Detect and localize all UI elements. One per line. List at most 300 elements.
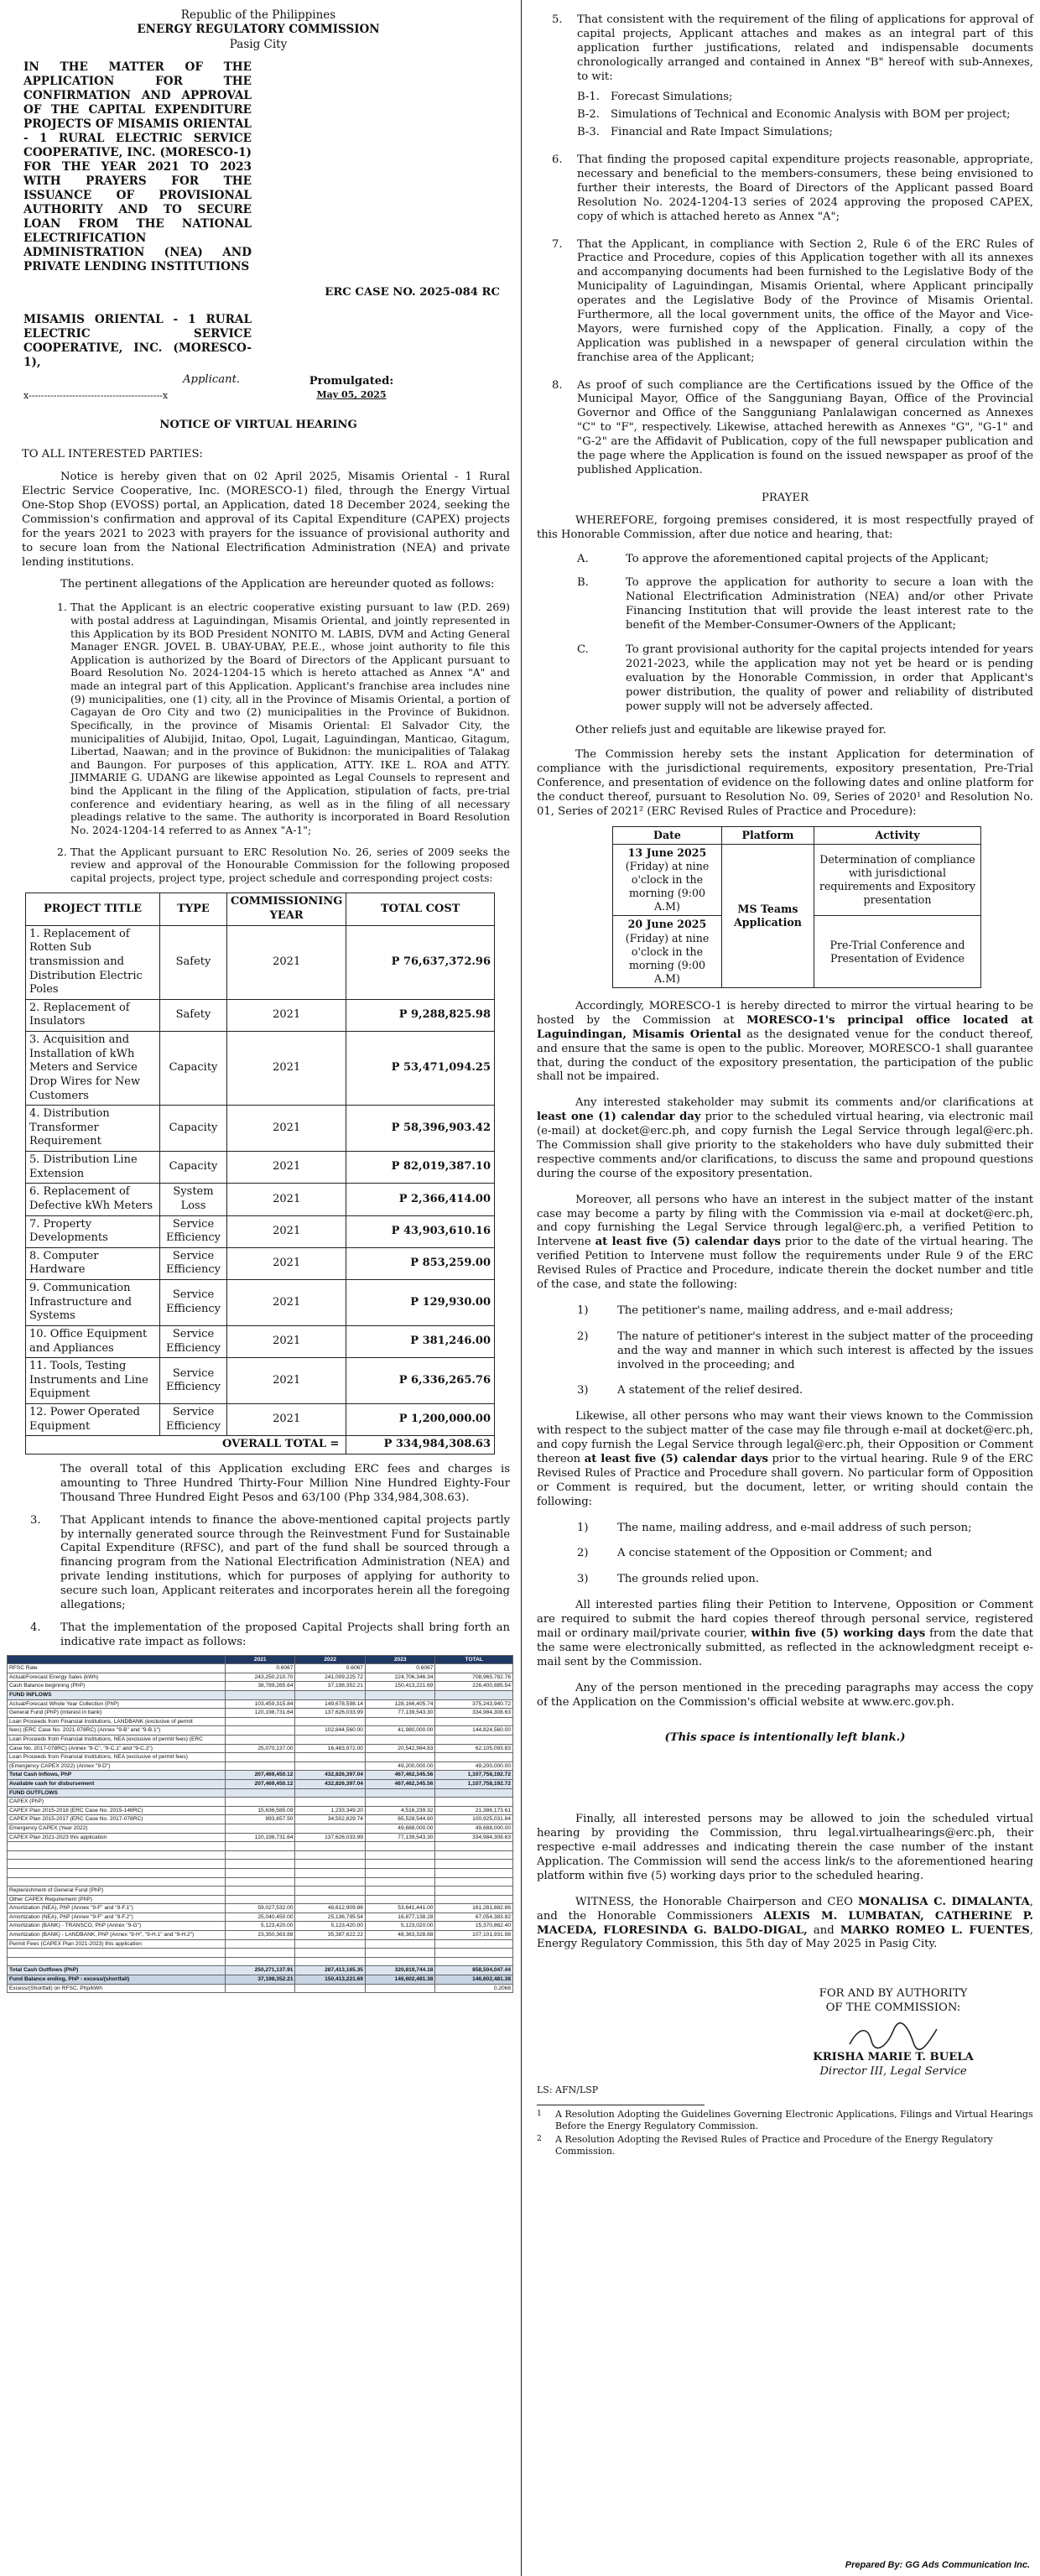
witness-paragraph: WITNESS, the Honorable Chairperson and CEO MONALISA C. DIMALANTA, and the Honorable Commissioners ALEXIS M. LUMBATAN, CATHERINE P. MACEDA, FLORESINDA G. BALDO-DIGAL, and MARKO ROMEO L. FUENTES, Energy Regulatory Commission, this 5th day of May 2025 in Pasig City. bbox=[537, 1895, 1033, 1951]
financial-row bbox=[8, 1922, 513, 1931]
value-cell bbox=[365, 1736, 434, 1745]
project-type-cell: Service Efficiency bbox=[160, 1358, 227, 1404]
value-cell: 0.6067 bbox=[295, 1664, 365, 1673]
value-cell: 25,070,137.00 bbox=[226, 1744, 295, 1753]
project-type-cell: System Loss bbox=[160, 1184, 227, 1215]
projects-body bbox=[26, 925, 495, 1436]
intervene-list bbox=[577, 1304, 1033, 1398]
project-year-cell: 2021 bbox=[227, 1184, 346, 1215]
value-cell bbox=[295, 1895, 365, 1904]
project-type-cell: Capacity bbox=[160, 1032, 227, 1106]
table-row bbox=[26, 1325, 495, 1357]
financial-row bbox=[8, 1762, 513, 1771]
col-header: TOTAL bbox=[435, 1655, 513, 1664]
value-cell bbox=[295, 1949, 365, 1958]
table-row bbox=[26, 925, 495, 999]
list-item: 2) A concise statement of the Opposition or Comment; and bbox=[577, 1547, 933, 1560]
oppose-list bbox=[577, 1522, 1033, 1588]
value-cell: 25,040,450.00 bbox=[226, 1912, 295, 1922]
project-type-cell: Service Efficiency bbox=[160, 1215, 227, 1247]
list-item: 1) The name, mailing address, and e-mail address of such person; bbox=[577, 1521, 972, 1534]
financial-row bbox=[8, 1877, 513, 1886]
project-year-cell: 2021 bbox=[227, 1404, 346, 1436]
project-year-cell: 2021 bbox=[227, 1247, 346, 1279]
value-cell: 77,139,543.30 bbox=[365, 1709, 434, 1718]
value-cell bbox=[435, 1939, 513, 1949]
value-cell bbox=[226, 1824, 295, 1833]
footnotes bbox=[537, 2109, 1033, 2157]
col-header: Date bbox=[613, 826, 722, 844]
value-cell: 250,271,137.91 bbox=[226, 1966, 295, 1975]
stakeholder-paragraph: Any interested stakeholder may submit its comments and/or clarifications at least one (1) calendar day prior to the scheduled virtual hearing, via electronic mail (e-mail) at docket@erc.ph, and copy furnish the Legal Service through legal@erc.ph. The Commission shall give priority to the stakeholders who have duly submitted their respective comments and/or clarifications, to discuss the same and propound questions during the course of the expository presentation. bbox=[537, 1096, 1033, 1180]
value-cell bbox=[226, 1726, 295, 1736]
financial-row bbox=[8, 1904, 513, 1913]
value-cell: 20,542,984.83 bbox=[365, 1744, 434, 1753]
project-year-cell: 2021 bbox=[227, 1280, 346, 1326]
value-cell bbox=[365, 1939, 434, 1949]
value-cell bbox=[365, 1753, 434, 1762]
col-header: COMMISSIONING YEAR bbox=[227, 893, 346, 925]
value-cell: 893,657.50 bbox=[226, 1815, 295, 1824]
project-title-cell: 7. Property Developments bbox=[26, 1215, 160, 1247]
value-cell: 41,980,000.00 bbox=[365, 1726, 434, 1736]
row-label-cell: CAPEX (PhP) bbox=[8, 1798, 226, 1807]
value-cell bbox=[295, 1842, 365, 1851]
value-cell: 161,281,882.86 bbox=[435, 1904, 513, 1913]
signatory-name: KRISHA MARIE T. BUELA bbox=[813, 2051, 974, 2064]
value-cell bbox=[226, 1886, 295, 1896]
row-label-cell: CAPEX Plan 2021-2023 this application bbox=[8, 1833, 226, 1842]
row-label-cell: General Fund (PhP) (Interest in bank) bbox=[8, 1709, 226, 1718]
prayer-intro: WHEREFORE, forgoing premises considered, it is most respectfully prayed of this Honorable Commission, after due notice and hearing, that: bbox=[537, 513, 1033, 541]
access-paragraph: Any of the person mentioned in the preceding paragraphs may access the copy of the Application on the Commission's official website at www.erc.gov.ph. bbox=[537, 1681, 1033, 1709]
footnote-item: 2 A Resolution Adopting the Revised Rules of Practice and Procedure of the Energy Regulatory Commission. bbox=[537, 2134, 993, 2157]
table-row bbox=[26, 1106, 495, 1152]
project-type-cell: Capacity bbox=[160, 1106, 227, 1152]
project-cost-cell: P 853,259.00 bbox=[346, 1247, 495, 1279]
value-cell bbox=[365, 1949, 434, 1958]
value-cell bbox=[226, 1736, 295, 1745]
table-row bbox=[26, 999, 495, 1031]
value-cell: 320,819,744.18 bbox=[365, 1966, 434, 1975]
value-cell: 128,166,405.74 bbox=[365, 1699, 434, 1709]
value-cell bbox=[295, 1753, 365, 1762]
value-cell: 5,123,420.00 bbox=[226, 1922, 295, 1931]
value-cell bbox=[435, 1753, 513, 1762]
row-label-cell: CAPEX Plan 2015-2018 (ERC Case No. 2015-148RC) bbox=[8, 1806, 226, 1815]
value-cell: 35,387,622.22 bbox=[295, 1931, 365, 1940]
column-divider bbox=[521, 0, 522, 2576]
value-cell bbox=[365, 1798, 434, 1807]
table-row bbox=[26, 1032, 495, 1106]
value-cell bbox=[226, 1691, 295, 1700]
accordingly-paragraph: Accordingly, MORESCO-1 is hereby directed to mirror the virtual hearing to be hosted by the Commission at MORESCO-1's principal office located at Laguindingan, Misamis Oriental as the designated venue for the conduct thereof, and ensure that the same is open to the public. Moreover, MORESCO-1 shall guarantee that, during the conduct of the expository presentation, the participation of the public shall not be impaired. bbox=[537, 999, 1033, 1084]
value-cell: 150,413,221.69 bbox=[295, 1975, 365, 1985]
value-cell bbox=[226, 1957, 295, 1966]
row-label-cell: Loan Proceeds from Financial Institutions, NEA (exclusive of permit fees) bbox=[8, 1753, 226, 1762]
col-header: TYPE bbox=[160, 893, 227, 925]
value-cell bbox=[226, 1850, 295, 1860]
value-cell: 0.6067 bbox=[365, 1664, 434, 1673]
promulgated-label: Promulgated: bbox=[309, 375, 394, 388]
project-type-cell: Service Efficiency bbox=[160, 1247, 227, 1279]
value-cell bbox=[295, 1886, 365, 1896]
row-label-cell: Amortization (BANK) - LANDBANK, PhP (Annex "9-H", "9-H.1" and "9-H.2") bbox=[8, 1931, 226, 1940]
value-cell: 334,984,308.63 bbox=[435, 1833, 513, 1842]
list-item: 1) The petitioner's name, mailing address, and e-mail address; bbox=[577, 1304, 954, 1317]
prayer-item: C. To grant provisional authority for the capital projects intended for years 2021-2023, while the application may not yet be heard or is pending evaluation by the Honorable Commission, in order that Applicant's power distribution, the quality of power and reliability of distributed power supply will not be adversely affected. bbox=[577, 643, 1033, 713]
allegation-item: 7. That the Applicant, in compliance with Section 2, Rule 6 of the ERC Rules of Practice and Procedure, copies of this Application together with all its annexes and accompanying documents had been furnished to the Legislative Body of the Municipality of Laguindingan, Misamis Oriental, where Applicant principally operates and the Legislative Body of the Province of Misamis Oriental. Furthermore, all the local government units, the office of the Mayor and Vice-Mayors, were furnished copy of the Application. Finally, a copy of the Application was published in a newspaper of general circulation within the franchise area of the Applicant; bbox=[552, 237, 1033, 364]
allegation-item: 8. As proof of such compliance are the Certifications issued by the Office of the Municipal Mayor, Office of the Sangguniang Bayan, Office of the Provincial Governor and Office of the Sangguniang Panlalawigan concerned as Annexes "C" to "F", respectively. Likewise, attached herewith as Annexes "G", "G-1" and "G-2" are the Affidavit of Publication, copy of the full newspaper publication and the page where the Application is found on the issued newspaper as proof of the published Application. bbox=[552, 378, 1033, 476]
financial-row bbox=[8, 1850, 513, 1860]
value-cell: 4,516,239.32 bbox=[365, 1806, 434, 1815]
value-cell: 49,688,000.00 bbox=[435, 1824, 513, 1833]
allegation-item: 5. That consistent with the requirement of the filing of applications for approval of capital projects, Applicant attaches and makes as an integral part of this application further justifications, related and indispensable documents chronologically arranged and contained in Annex "B" hereof with sub-Annexes, to wit: bbox=[552, 13, 1033, 83]
annex-item: B-1. Forecast Simulations; bbox=[577, 91, 733, 104]
row-label-cell: Loan Proceeds from Financial Institutions, LANDBANK (exclusive of permit bbox=[8, 1717, 226, 1726]
value-cell bbox=[435, 1886, 513, 1896]
value-cell: 1,233,349.20 bbox=[295, 1806, 365, 1815]
value-cell: 25,136,795.54 bbox=[295, 1912, 365, 1922]
row-label-cell: CAPEX Plan 2015-2017 (ERC Case No. 2017-078RC) bbox=[8, 1815, 226, 1824]
project-type-cell: Safety bbox=[160, 999, 227, 1031]
value-cell: 144,824,560.00 bbox=[435, 1726, 513, 1736]
project-year-cell: 2021 bbox=[227, 1032, 346, 1106]
table-row bbox=[26, 1152, 495, 1184]
project-cost-cell: P 82,019,387.10 bbox=[346, 1152, 495, 1184]
signature-authority-line1: FOR AND BY AUTHORITY bbox=[819, 1987, 968, 2001]
schedule-row bbox=[613, 844, 981, 916]
value-cell: 77,139,543.30 bbox=[365, 1833, 434, 1842]
financial-row bbox=[8, 1673, 513, 1682]
value-cell bbox=[226, 1939, 295, 1949]
value-cell: 62,105,093.83 bbox=[435, 1744, 513, 1753]
allegations-list bbox=[22, 601, 510, 884]
project-title-cell: 6. Replacement of Defective kWh Meters bbox=[26, 1184, 160, 1215]
financial-row bbox=[8, 1771, 513, 1780]
header-republic: Republic of the Philippines bbox=[180, 8, 336, 22]
annex-sublist bbox=[577, 91, 1033, 140]
salutation: TO ALL INTERESTED PARTIES: bbox=[22, 448, 203, 461]
project-title-cell: 5. Distribution Line Extension bbox=[26, 1152, 160, 1184]
value-cell bbox=[365, 1886, 434, 1896]
project-cost-cell: P 1,200,000.00 bbox=[346, 1404, 495, 1436]
projects-header-row bbox=[26, 893, 495, 925]
project-year-cell: 2021 bbox=[227, 1325, 346, 1357]
project-year-cell: 2021 bbox=[227, 1215, 346, 1247]
prayer-item: B. To approve the application for authority to secure a loan with the National Electrification Administration (NEA) and/or other Private Financing Institution that will provide the least interest rate to the benefit of the Member-Consumer-Owners of the Applicant; bbox=[577, 576, 1033, 632]
value-cell: 150,413,221.69 bbox=[365, 1682, 434, 1691]
value-cell bbox=[295, 1824, 365, 1833]
value-cell: 226,400,885.54 bbox=[435, 1682, 513, 1691]
value-cell: 5,123,420.00 bbox=[295, 1922, 365, 1931]
row-label-cell bbox=[8, 1949, 226, 1958]
value-cell: 38,789,265.64 bbox=[226, 1682, 295, 1691]
value-cell: 241,009,225.72 bbox=[295, 1673, 365, 1682]
prayer-list bbox=[577, 553, 1033, 715]
financial-table bbox=[7, 1655, 513, 1994]
value-cell: 137,626,033.99 bbox=[295, 1833, 365, 1842]
value-cell: 243,250,210.70 bbox=[226, 1673, 295, 1682]
row-label-cell bbox=[8, 1850, 226, 1860]
value-cell: 467,462,345.56 bbox=[365, 1771, 434, 1780]
row-label-cell: Total Cash Outflows (PhP) bbox=[8, 1966, 226, 1975]
value-cell: 59,027,532.00 bbox=[226, 1904, 295, 1913]
value-cell: 16,483,972.00 bbox=[295, 1744, 365, 1753]
row-label-cell: Emergency CAPEX (Year 2022) bbox=[8, 1824, 226, 1833]
value-cell: 858,504,047.44 bbox=[435, 1966, 513, 1975]
projects-table bbox=[25, 892, 495, 1455]
value-cell bbox=[365, 1717, 434, 1726]
finally-paragraph: Finally, all interested persons may be allowed to join the scheduled virtual hearing by providing the Commission, thru legal.virtualhearings@erc.ph, their respective e-mail addresses and indicating therein the case number of the instant Application. The Commission will send the access link/s to the aforementioned hearing platform within five (5) working days prior to the scheduled hearing. bbox=[537, 1813, 1033, 1882]
value-cell bbox=[226, 1860, 295, 1869]
value-cell: 120,198,731.64 bbox=[226, 1709, 295, 1718]
value-cell: 53,641,441.00 bbox=[365, 1904, 434, 1913]
value-cell bbox=[226, 1788, 295, 1798]
value-cell: 15,370,862.40 bbox=[435, 1922, 513, 1931]
value-cell bbox=[295, 1788, 365, 1798]
value-cell bbox=[435, 1664, 513, 1673]
financial-row bbox=[8, 1842, 513, 1851]
row-label-cell: Actual/Forecast Whole Year Collection (PhP) bbox=[8, 1699, 226, 1709]
schedule-date: 20 June 2025 (Friday) at nine o'clock in the morning (9:00 A.M) bbox=[613, 916, 722, 988]
schedule-date: 13 June 2025 (Friday) at nine o'clock in the morning (9:00 A.M) bbox=[613, 844, 722, 916]
financial-row bbox=[8, 1912, 513, 1922]
financial-row bbox=[8, 1806, 513, 1815]
value-cell: 5,123,020.00 bbox=[365, 1922, 434, 1931]
financial-row bbox=[8, 1726, 513, 1736]
project-cost-cell: P 9,288,825.98 bbox=[346, 999, 495, 1031]
value-cell: 0.6067 bbox=[226, 1664, 295, 1673]
value-cell: 37,198,352.21 bbox=[226, 1975, 295, 1985]
financial-row bbox=[8, 1664, 513, 1673]
applicant-block bbox=[7, 313, 510, 403]
financial-row bbox=[8, 1744, 513, 1753]
allegations-intro: The pertinent allegations of the Application are hereunder quoted as follows: bbox=[60, 578, 495, 591]
col-header: TOTAL COST bbox=[346, 893, 495, 925]
value-cell bbox=[226, 1868, 295, 1877]
financial-row bbox=[8, 1957, 513, 1966]
value-cell: 146,602,481.38 bbox=[365, 1975, 434, 1985]
value-cell bbox=[295, 1736, 365, 1745]
row-label-cell: Excess/(Shortfall) on RFSC, Php/kWh bbox=[8, 1984, 226, 1993]
annex-item: B-3. Financial and Rate Impact Simulations; bbox=[577, 126, 833, 139]
signatory-title: Director III, Legal Service bbox=[819, 2065, 967, 2079]
value-cell: 100,925,031.84 bbox=[435, 1815, 513, 1824]
list-item: 3) A statement of the relief desired. bbox=[577, 1384, 803, 1397]
value-cell bbox=[226, 1984, 295, 1993]
col-header: PROJECT TITLE bbox=[26, 893, 160, 925]
value-cell: 432,826,397.04 bbox=[295, 1779, 365, 1788]
value-cell bbox=[365, 1860, 434, 1869]
col-header: 2023 bbox=[365, 1655, 434, 1664]
total-label: OVERALL TOTAL = bbox=[26, 1436, 346, 1455]
financial-row bbox=[8, 1709, 513, 1718]
row-label-cell: Loan Proceeds from Financial Institutions, NEA (exclusive of permit fees) (ERC bbox=[8, 1736, 226, 1745]
value-cell bbox=[295, 1691, 365, 1700]
col-header: 2021 bbox=[226, 1655, 295, 1664]
project-cost-cell: P 129,930.00 bbox=[346, 1280, 495, 1326]
value-cell: 34,502,829.74 bbox=[295, 1815, 365, 1824]
financial-row bbox=[8, 1949, 513, 1958]
handwritten-signature-icon bbox=[843, 2022, 944, 2051]
project-cost-cell: P 76,637,372.96 bbox=[346, 925, 495, 999]
col-header: Platform bbox=[722, 826, 814, 844]
left-column bbox=[7, 8, 510, 1993]
value-cell: 137,626,033.99 bbox=[295, 1709, 365, 1718]
value-cell bbox=[365, 1957, 434, 1966]
financial-row bbox=[8, 1975, 513, 1985]
value-cell bbox=[435, 1957, 513, 1966]
row-label-cell: Amortization (NEA), PhP (Annex "9-F" and "9-F.1") bbox=[8, 1904, 226, 1913]
financial-row bbox=[8, 1682, 513, 1691]
row-label-cell: Permit Fees (CAPEX Plan 2021-2023) this application bbox=[8, 1939, 226, 1949]
financial-row bbox=[8, 1779, 513, 1788]
row-label-cell: Replenishment of General Fund (PhP) bbox=[8, 1886, 226, 1896]
financial-row bbox=[8, 1984, 513, 1993]
value-cell: 107,101,931.98 bbox=[435, 1931, 513, 1940]
financial-row bbox=[8, 1931, 513, 1940]
case-number: ERC CASE NO. 2025-084 RC bbox=[325, 285, 500, 299]
right-column bbox=[537, 8, 1033, 2157]
value-cell bbox=[226, 1949, 295, 1958]
value-cell bbox=[295, 1798, 365, 1807]
header-city: Pasig City bbox=[229, 37, 288, 51]
blank-space-note: (This space is intentionally left blank.) bbox=[664, 1731, 906, 1745]
value-cell: 48,612,909.86 bbox=[295, 1904, 365, 1913]
case-caption: IN THE MATTER OF THE APPLICATION FOR THE CONFIRMATION AND APPROVAL OF THE CAPITAL EXPENDITURE PROJECTS OF MISAMIS ORIENTAL - 1 RURAL ELECTRIC SERVICE COOPERATIVE, INC. (MORESCO-1) FOR THE YEAR 2021 TO 2023 WITH PRAYERS FOR THE ISSUANCE OF PROVISIONAL AUTHORITY AND TO SECURE LOAN FROM THE NATIONAL ELECTRIFICATION ADMINISTRATION (NEA) AND PRIVATE LENDING INSTITUTIONS bbox=[23, 60, 252, 273]
value-cell: 146,602,481.38 bbox=[435, 1975, 513, 1985]
schedule-activity: Pre-Trial Conference and Presentation of Evidence bbox=[814, 916, 981, 988]
financial-row bbox=[8, 1691, 513, 1700]
value-cell bbox=[226, 1798, 295, 1807]
value-cell bbox=[365, 1868, 434, 1877]
value-cell: 149,678,598.14 bbox=[295, 1699, 365, 1709]
project-cost-cell: P 2,366,414.00 bbox=[346, 1184, 495, 1215]
financial-row bbox=[8, 1753, 513, 1762]
value-cell bbox=[226, 1762, 295, 1771]
value-cell bbox=[295, 1877, 365, 1886]
prayer-item: A. To approve the aforementioned capital projects of the Applicant; bbox=[577, 552, 989, 565]
value-cell bbox=[365, 1984, 434, 1993]
value-cell bbox=[295, 1717, 365, 1726]
row-label-cell: Actual/Forecast Energy Sales (kWh) bbox=[8, 1673, 226, 1682]
allegation-item: 6. That finding the proposed capital expenditure projects reasonable, appropriate, necessary and beneficial to the members-consumers, these being envisioned to further their interests, the Board of Directors of the Applicant passed Board Resolution No. 2024-1204-13 series of 2024 approving the proposed CAPEX, copy of which is attached hereto as Annex "A"; bbox=[552, 154, 1033, 223]
overall-total-text: The overall total of this Application excluding ERC fees and charges is amounting to Three Hundred Thirty-Four Million Nine Hundred Eighty-Four Thousand Three Hundred Eight Pesos and 63/100 (Php 334,984,308.63). bbox=[60, 1462, 510, 1504]
value-cell bbox=[435, 1868, 513, 1877]
copies-paragraph: All interested parties filing their Petition to Intervene, Opposition or Comment are required to submit the hard copies thereof through personal service, registered mail or ordinary mail/private courier, within five (5) working days from the date that the same were electronically submitted, as reflected in the acknowledgment receipt e-mail sent by the Commission. bbox=[537, 1599, 1033, 1668]
value-cell bbox=[435, 1895, 513, 1904]
table-row bbox=[26, 1247, 495, 1279]
value-cell: 65,528,544.60 bbox=[365, 1815, 434, 1824]
table-row bbox=[26, 1184, 495, 1215]
value-cell bbox=[435, 1877, 513, 1886]
col-header: 2022 bbox=[295, 1655, 365, 1664]
value-cell: 48,363,328.88 bbox=[365, 1931, 434, 1940]
value-cell bbox=[365, 1788, 434, 1798]
row-label-cell: Available cash for disbursement bbox=[8, 1779, 226, 1788]
value-cell: 0.2068 bbox=[435, 1984, 513, 1993]
other-reliefs: Other reliefs just and equitable are likewise prayed for. bbox=[575, 724, 887, 737]
row-label-cell: fees) (ERC Case No. 2021-078RC) (Annex "9-B" and "9-B.1") bbox=[8, 1726, 226, 1736]
value-cell bbox=[295, 1762, 365, 1771]
row-label-cell: Fund Balance ending, PhP - excess/(shortfall) bbox=[8, 1975, 226, 1985]
value-cell: 102,844,560.00 bbox=[295, 1726, 365, 1736]
project-title-cell: 9. Communication Infrastructure and Systems bbox=[26, 1280, 160, 1326]
financial-body bbox=[8, 1655, 513, 1993]
value-cell bbox=[435, 1736, 513, 1745]
intervene-paragraph: Moreover, all persons who have an interest in the subject matter of the instant case may become a party by filing with the Commission via e-mail at docket@erc.ph, and copy furnishing the Legal Service through legal@erc.ph, a verified Petition to Intervene at least five (5) calendar days prior to the date of the virtual hearing. The verified Petition to Intervene must follow the requirements under Rule 9 of the ERC Revised Rules of Practice and Procedure, indicate therein the docket number and title of the case, and state the following: bbox=[537, 1193, 1033, 1291]
project-cost-cell: P 58,396,903.42 bbox=[346, 1106, 495, 1152]
projects-total-row bbox=[26, 1436, 495, 1455]
value-cell: 49,200,000.00 bbox=[365, 1762, 434, 1771]
row-label-cell: Other CAPEX Requirement (PhP) bbox=[8, 1895, 226, 1904]
financial-row bbox=[8, 1895, 513, 1904]
value-cell bbox=[435, 1842, 513, 1851]
project-title-cell: 11. Tools, Testing Instruments and Line Equipment bbox=[26, 1358, 160, 1404]
project-cost-cell: P 43,903,610.16 bbox=[346, 1215, 495, 1247]
project-type-cell: Service Efficiency bbox=[160, 1404, 227, 1436]
project-title-cell: 8. Computer Hardware bbox=[26, 1247, 160, 1279]
row-label-cell: Amortization (NEA), PhP (Annex "9-F" and "9-F.2") bbox=[8, 1912, 226, 1922]
header-agency: ENERGY REGULATORY COMMISSION bbox=[137, 23, 380, 37]
financial-row bbox=[8, 1736, 513, 1745]
allegation-item: 3. That Applicant intends to finance the above-mentioned capital projects partly by internally generated source through the Reinvestment Fund for Sustainable Capital Expenditure (RFSC), and part of the fund shall be sourced through a financing program from the National Electrification Administration (NEA) and private lending institutions, which for purposes of applying for authority to secure such loan, Applicant reiterates and incorporates herein all the foregoing allegations; bbox=[30, 1513, 510, 1611]
value-cell: 103,459,315.84 bbox=[226, 1699, 295, 1709]
project-year-cell: 2021 bbox=[227, 1106, 346, 1152]
value-cell bbox=[435, 1798, 513, 1807]
initials: LS: AFN/LSP bbox=[537, 2084, 599, 2095]
value-cell: 37,198,352.21 bbox=[295, 1682, 365, 1691]
row-label-cell: FUND INFLOWS bbox=[8, 1691, 226, 1700]
financial-row bbox=[8, 1788, 513, 1798]
value-cell: 432,826,397.04 bbox=[295, 1771, 365, 1780]
project-title-cell: 10. Office Equipment and Appliances bbox=[26, 1325, 160, 1357]
project-title-cell: 4. Distribution Transformer Requirement bbox=[26, 1106, 160, 1152]
prepared-by: Prepared By: GG Ads Communication Inc. bbox=[845, 2559, 1030, 2570]
financial-row bbox=[8, 1939, 513, 1949]
row-label-cell bbox=[8, 1868, 226, 1877]
value-cell bbox=[295, 1984, 365, 1993]
value-cell bbox=[435, 1717, 513, 1726]
row-label-cell bbox=[8, 1842, 226, 1851]
value-cell: 16,877,138.28 bbox=[365, 1912, 434, 1922]
value-cell bbox=[226, 1717, 295, 1726]
signature-block bbox=[788, 1987, 998, 2079]
value-cell bbox=[365, 1691, 434, 1700]
prayer-title: PRAYER bbox=[761, 491, 809, 504]
caption-dashes: x-------------------------------------------x bbox=[23, 390, 169, 402]
value-cell: 334,984,308.63 bbox=[435, 1709, 513, 1718]
financial-row bbox=[8, 1824, 513, 1833]
financial-row bbox=[8, 1886, 513, 1896]
value-cell bbox=[365, 1895, 434, 1904]
financial-row bbox=[8, 1798, 513, 1807]
value-cell: 23,350,363.88 bbox=[226, 1931, 295, 1940]
row-label-cell: Total Cash Inflows, PhP bbox=[8, 1771, 226, 1780]
value-cell: 207,469,450.12 bbox=[226, 1771, 295, 1780]
project-year-cell: 2021 bbox=[227, 1358, 346, 1404]
value-cell bbox=[365, 1850, 434, 1860]
project-year-cell: 2021 bbox=[227, 925, 346, 999]
project-type-cell: Service Efficiency bbox=[160, 1280, 227, 1326]
value-cell: 375,243,940.72 bbox=[435, 1699, 513, 1709]
table-row bbox=[26, 1404, 495, 1436]
value-cell: 49,688,000.00 bbox=[365, 1824, 434, 1833]
value-cell: 21,386,173.61 bbox=[435, 1806, 513, 1815]
schedule-activity: Determination of compliance with jurisdictional requirements and Expository presentation bbox=[814, 844, 981, 916]
project-title-cell: 1. Replacement of Rotten Sub transmission and Distribution Electric Poles bbox=[26, 925, 160, 999]
